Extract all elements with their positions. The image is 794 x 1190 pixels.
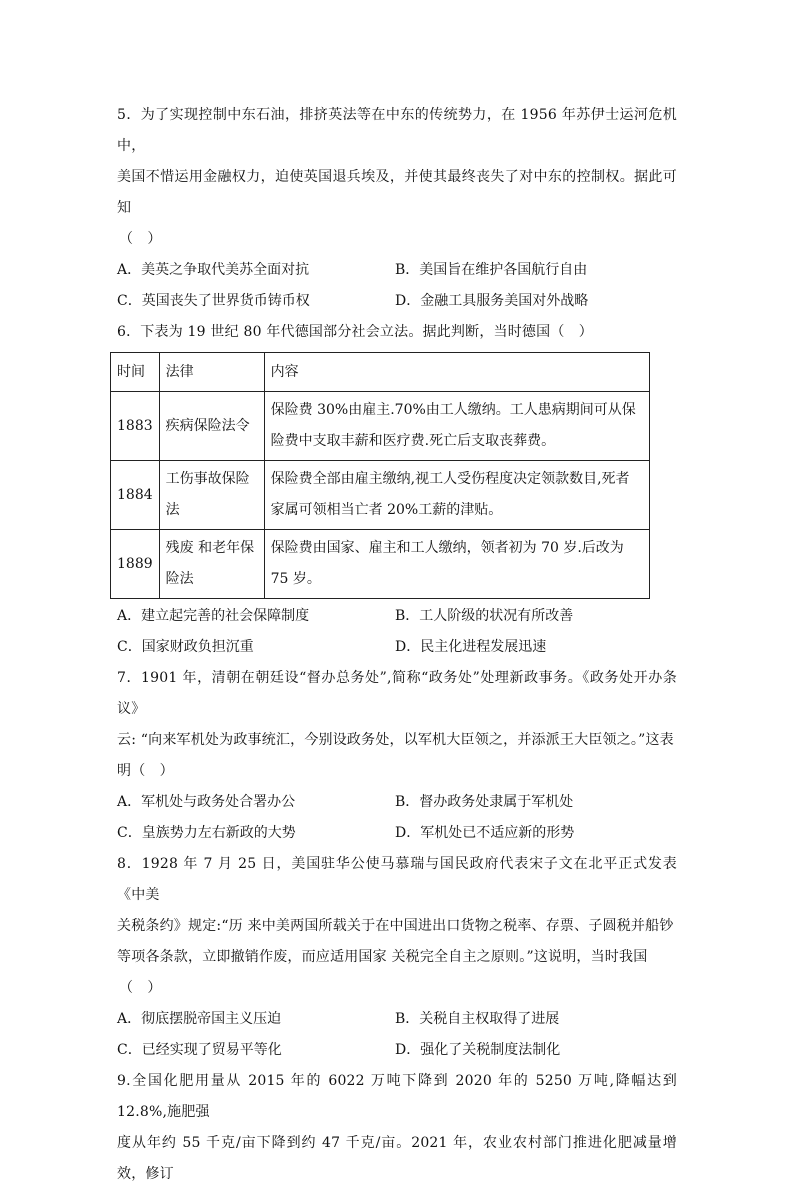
table-cell-content: 保险费 30%由雇主.70%由工人缴纳。工人患病期间可从保险费中支取丰薪和医疗费.死亡后支取丧葬费。: [264, 392, 649, 461]
question-8-option-a: A．彻底摆脱帝国主义压迫: [117, 1011, 282, 1027]
table-cell-content: 保险费全部由雇主缴纳,视工人受伤程度决定领款数目,死者家属可领相当亡者 20%工薪的津贴。: [264, 461, 649, 530]
table-header-time: 时间: [111, 353, 160, 392]
question-5-stem-line-2: 美国不惜运用金融权力，迫使英国退兵埃及，并使其最终丧失了对中东的控制权。据此可知: [117, 169, 677, 216]
question-5: [117, 100, 677, 317]
question-9-stem-line-1: 9.全国化肥用量从 2015 年的 6022 万吨下降到 2020 年的 5250 万吨,降幅达到 12.8%,施肥强: [117, 1073, 677, 1120]
table-header-content: 内容: [264, 353, 649, 392]
question-8-option-b: B．关税自主权取得了进展: [395, 1011, 560, 1027]
table-cell-time: 1883: [111, 392, 160, 461]
table-cell-law: 工伤事故保险法: [159, 461, 264, 530]
question-7-stem-line-1: 7．1901 年，清朝在朝廷设“督办总务处”,简称“政务处”处理新政事务。《政务处开办条议》: [117, 670, 677, 717]
question-6-option-a: A．建立起完善的社会保障制度: [117, 608, 310, 624]
table-row: [111, 392, 650, 461]
table-row: [111, 530, 650, 599]
question-7-option-b: B．督办政务处隶属于军机处: [395, 794, 574, 810]
social-legislation-table: [110, 352, 650, 599]
question-8-stem-line-1: 8．1928 年 7 月 25 日，美国驻华公使马慕瑞与国民政府代表宋子文在北平正式发表《中美: [117, 856, 677, 903]
question-8-option-c: C．已经实现了贸易平等化: [117, 1042, 282, 1058]
question-7: [117, 663, 677, 849]
question-5-option-c: C．英国丧失了世界货币铸币权: [117, 293, 310, 309]
question-6-option-b: B．工人阶级的状况有所改善: [395, 608, 574, 624]
question-7-option-a: A．军机处与政务处合署办公: [117, 794, 296, 810]
question-6-stem-line-1: 6．下表为 19 世纪 80 年代德国部分社会立法。据此判断，当时德国（ ）: [117, 324, 593, 340]
question-8-stem-line-3: 等项各条款，立即撤销作废，而应适用国家 关税完全自主之原则。”这说明，当时我国: [117, 949, 648, 965]
question-6: [117, 317, 677, 663]
table-cell-law: 疾病保险法令: [159, 392, 264, 461]
question-5-answer-blank: （ ）: [119, 231, 162, 247]
question-7-option-c: C．皇族势力左右新政的大势: [117, 825, 296, 841]
question-8-stem-line-2: 关税条约》规定:“历 来中美两国所载关于在中国进出口货物之税率、存票、子圆税并船钞: [117, 918, 674, 934]
question-8: [117, 849, 677, 1066]
question-5-option-a: A．美英之争取代美苏全面对抗: [117, 262, 310, 278]
question-5-option-d: D．金融工具服务美国对外战略: [395, 293, 589, 309]
question-8-option-d: D．强化了关税制度法制化: [395, 1042, 561, 1058]
table-cell-time: 1889: [111, 530, 160, 599]
question-7-stem-line-2: 云: “向来军机处为政事统汇，今别设政务处，以军机大臣领之，并添派王大臣领之。”这表: [117, 732, 674, 748]
exam-page: [117, 100, 677, 1190]
question-6-options: [117, 601, 677, 663]
question-6-option-d: D．民主化进程发展迅速: [395, 639, 547, 655]
table-cell-time: 1884: [111, 461, 160, 530]
question-6-option-c: C．国家财政负担沉重: [117, 639, 254, 655]
question-7-stem-line-3: 明（ ）: [117, 763, 174, 779]
question-5-options: [117, 255, 677, 317]
question-9: [117, 1066, 677, 1190]
question-5-stem-line-1: 5．为了实现控制中东石油，排挤英法等在中东的传统势力，在 1956 年苏伊士运河危机中，: [117, 107, 677, 154]
question-7-options: [117, 787, 677, 849]
table-header-row: [111, 353, 650, 392]
question-5-option-b: B．美国旨在维护各国航行自由: [395, 262, 588, 278]
table-cell-content: 保险费由国家、雇主和工人缴纳，领者初为 70 岁.后改为 75 岁。: [264, 530, 649, 599]
table-row: [111, 461, 650, 530]
question-8-options: [117, 1004, 677, 1066]
table-cell-law: 残废 和老年保险法: [159, 530, 264, 599]
question-9-stem-line-2: 度从年约 55 千克/亩下降到约 47 千克/亩。2021 年，农业农村部门推进化肥减量增效，修订: [117, 1135, 677, 1182]
question-7-option-d: D．军机处已不适应新的形势: [395, 825, 575, 841]
table-header-law: 法律: [159, 353, 264, 392]
question-8-answer-blank: （ ）: [119, 980, 162, 996]
